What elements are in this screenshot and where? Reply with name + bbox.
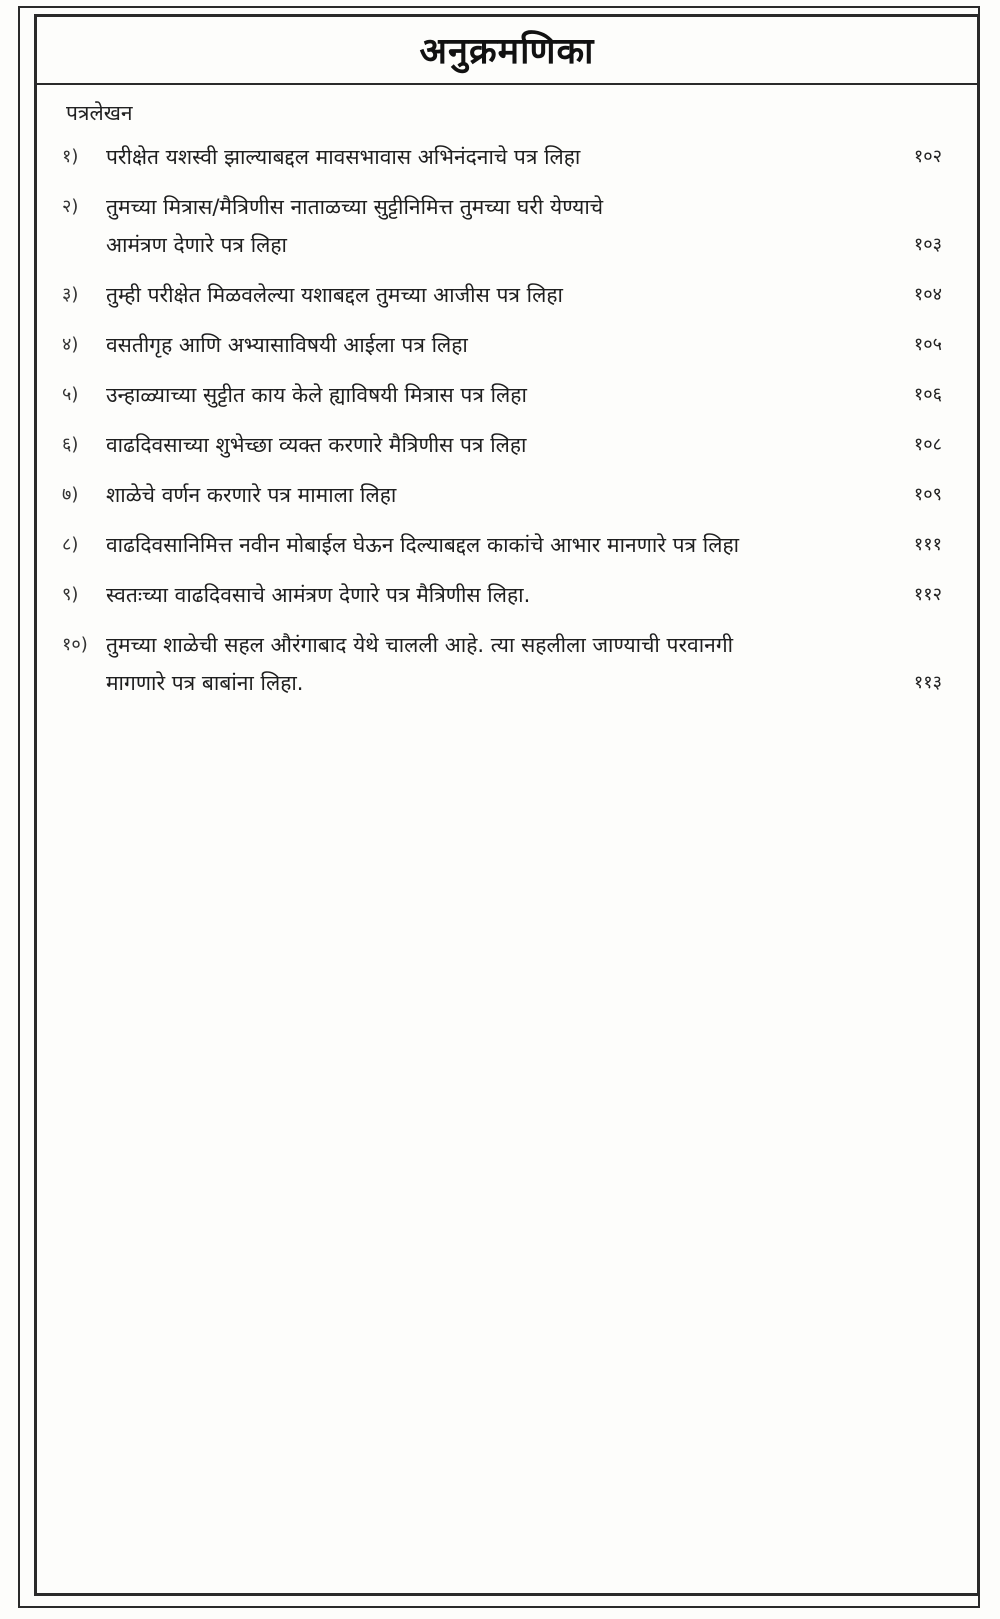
toc-entry-number: ५) [62,384,79,405]
toc-entry [62,576,942,614]
toc-entry-title-line: वाढदिवसानिमित्त नवीन मोबाईल घेऊन दिल्याबद्दल काकांचे आभार मानणारे पत्र लिहा [106,533,740,557]
toc-entry [62,476,942,514]
toc-entry-number: ९) [62,584,79,605]
toc-entry-number: १) [62,146,79,167]
toc-entry-page-number: १११ [913,534,942,555]
toc-entry-title [106,326,882,364]
toc-entry-page-number: ११२ [913,584,942,605]
toc-entry-title [106,426,882,464]
toc-entry-title-line: परीक्षेत यशस्वी झाल्याबद्दल मावसभावास अभिनंदनाचे पत्र लिहा [106,145,581,169]
toc-entry-title-line: तुमच्या शाळेची सहल औरंगाबाद येथे चालली आहे. त्या सहलीला जाण्याची परवानगी [106,633,734,657]
page-title: अनुक्रमणिका [419,31,595,72]
toc-entry [62,138,942,176]
toc-entry-title-line: तुमच्या मित्रास/मैत्रिणीस नाताळच्या सुट्टीनिमित्त तुमच्या घरी येण्याचे [106,195,604,219]
toc-entry [62,188,942,264]
toc-entry-title [106,576,882,614]
toc-entry [62,326,942,364]
toc-entry-number: २) [62,196,79,217]
toc-entry-title-line: आमंत्रण देणारे पत्र लिहा [106,233,287,257]
toc-entry-number: ४) [62,334,79,355]
toc-entry-title-line: वाढदिवसाच्या शुभेच्छा व्यक्त करणारे मैत्रिणीस पत्र लिहा [106,433,527,457]
toc-entry-title-line: मागणारे पत्र बाबांना लिहा. [106,671,304,695]
toc-entry-title [106,626,882,702]
toc-entry-title [106,276,882,314]
toc-entry-page-number: १०५ [913,334,942,355]
toc-entry [62,526,942,564]
toc-entry-page-number: १०२ [913,146,942,167]
toc-entry-number: १०) [62,634,88,655]
toc-entry-title-line: स्वतःच्या वाढदिवसाचे आमंत्रण देणारे पत्र मैत्रिणीस लिहा. [106,583,531,607]
toc-entry-title [106,376,882,414]
toc-entry-number: ७) [62,484,79,505]
toc-entry-page-number: १०८ [913,434,942,455]
toc-entry-page-number: १०४ [913,284,942,305]
toc-entry-title-line: शाळेचे वर्णन करणारे पत्र मामाला लिहा [106,483,397,507]
toc-entry-title-line: तुम्ही परीक्षेत मिळवलेल्या यशाबद्दल तुमच्या आजीस पत्र लिहा [106,283,563,307]
title-bar [37,17,977,85]
toc-entry-number: ८) [62,534,79,555]
toc-entry-page-number: १०९ [913,484,942,505]
toc-entry [62,626,942,702]
toc-entry [62,376,942,414]
toc-entry [62,276,942,314]
toc-entry-title [106,188,882,264]
toc-entry [62,426,942,464]
toc-entry-title [106,476,882,514]
section-heading: पत्रलेखन [66,101,133,125]
toc-entry-page-number: १०३ [913,234,942,255]
toc-entry-number: ६) [62,434,79,455]
toc-entry-page-number: १०६ [913,384,942,405]
toc-entry-title [106,138,882,176]
toc-entry-page-number: ११३ [913,672,942,693]
toc-entry-number: ३) [62,284,79,305]
toc-entry-title [106,526,882,564]
table-of-contents [62,138,942,702]
toc-entry-title-line: वसतीगृह आणि अभ्यासाविषयी आईला पत्र लिहा [106,333,468,357]
toc-entry-title-line: उन्हाळ्याच्या सुट्टीत काय केले ह्याविषयी मित्रास पत्र लिहा [106,383,527,407]
